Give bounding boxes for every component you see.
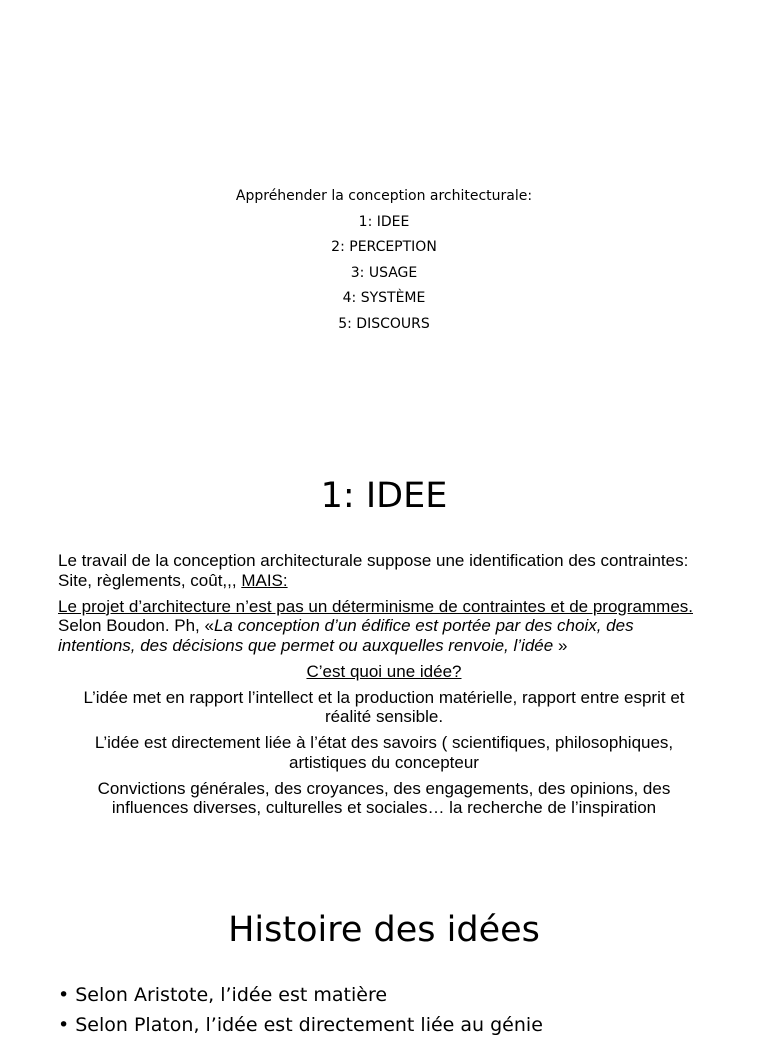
boudon-quote: La conception d’un édifice est portée par des choix, des intentions, des décisions que permet ou auxquelles renvoie, l’idée	[58, 616, 634, 655]
determinism-text: Le projet d’architecture n’est pas un déterminisme de contraintes et de programmes.	[58, 596, 693, 616]
list-item-text: Selon Aristote, l’idée est matière	[75, 984, 388, 1006]
quote-close: »	[557, 635, 568, 655]
slide-body-idee	[58, 551, 710, 824]
outline-item-perception: 2: PERCEPTION	[331, 239, 437, 256]
boudon-attribution: Selon Boudon. Ph, «	[58, 616, 214, 635]
outline-item-systeme: 4: SYSTÈME	[342, 290, 426, 307]
paragraph-savoirs: L’idée est directement liée à l’état des savoirs ( scientifiques, philosophiques, artistiques du concepteur	[94, 733, 674, 772]
bullet-icon: •	[58, 1014, 70, 1036]
bullet-list	[58, 980, 738, 1040]
list-item-text: Selon Platon, l’idée est directement liée au génie	[75, 1014, 543, 1036]
slide-title-idee: 1: IDEE	[320, 476, 448, 516]
outline-item-usage: 3: USAGE	[350, 264, 418, 281]
mais-text: MAIS:	[241, 570, 288, 590]
slide-title-histoire: Histoire des idées	[228, 910, 540, 950]
list-item	[58, 980, 738, 1010]
list-item	[58, 1010, 738, 1040]
outline-item-idee: 1: IDEE	[358, 213, 410, 230]
slide-outline	[0, 184, 768, 338]
constraints-text: Le travail de la conception architecturale suppose une identification des contraintes: Site, règlements, coût,,,	[58, 551, 689, 590]
paragraph-constraints	[58, 551, 710, 590]
paragraph-convictions: Convictions générales, des croyances, des engagements, des opinions, des influences diverses, culturelles et sociales… la recherche de l’inspiration	[97, 778, 671, 817]
paragraph-boudon	[58, 597, 710, 656]
paragraph-intellect: L’idée met en rapport l’intellect et la production matérielle, rapport entre esprit et réalité sensible.	[83, 687, 685, 726]
outline-heading: Appréhender la conception architecturale:	[235, 188, 533, 204]
outline-item-discours: 5: DISCOURS	[338, 315, 430, 332]
question-text: C’est quoi une idée?	[306, 661, 462, 681]
bullet-icon: •	[58, 984, 70, 1006]
